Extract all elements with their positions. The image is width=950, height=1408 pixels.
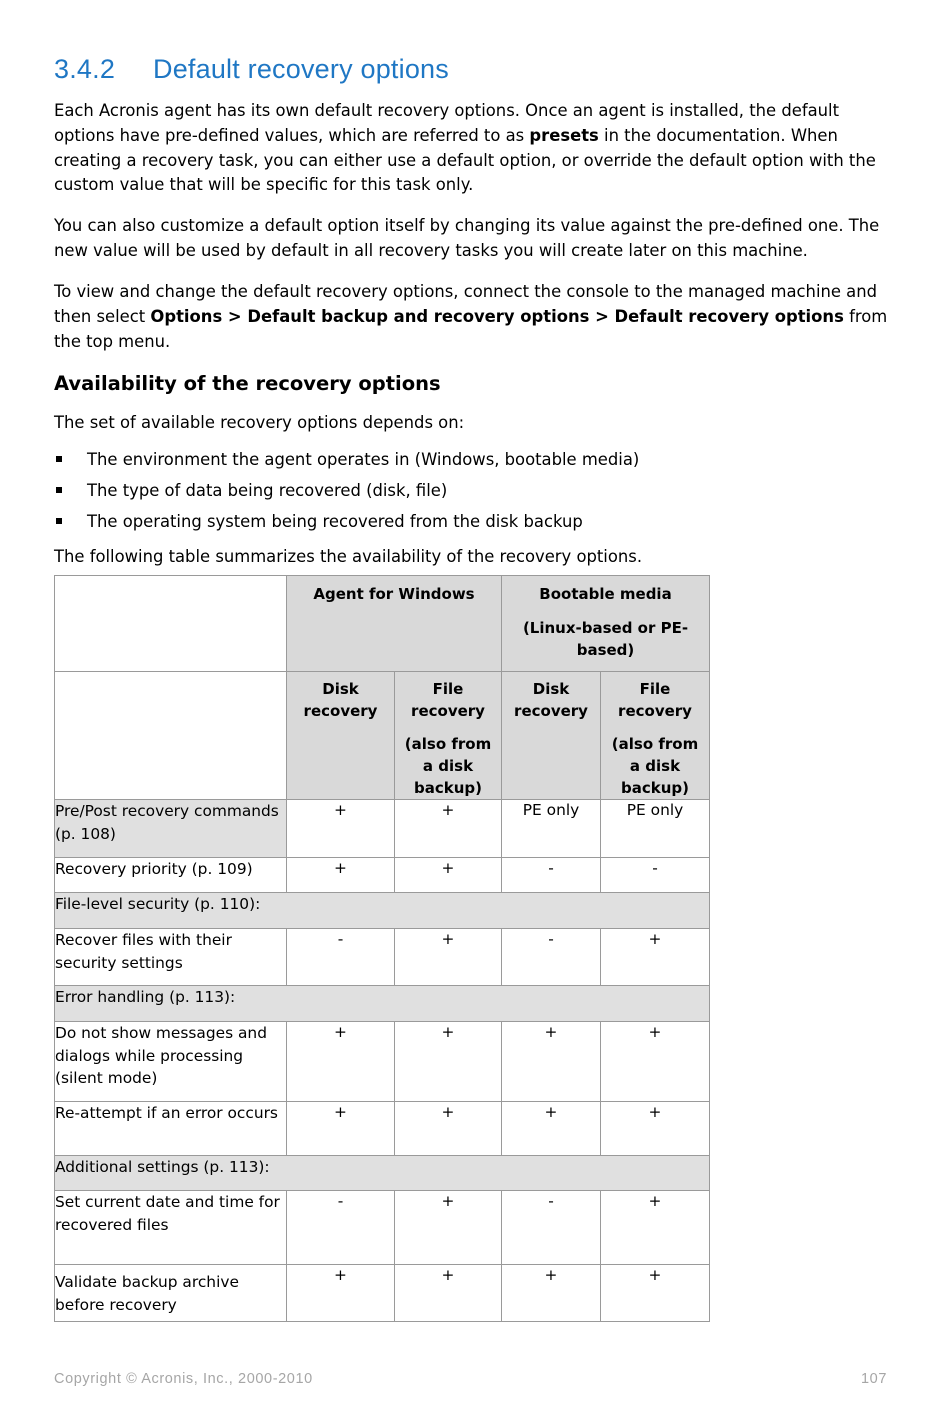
menu-path: Options > Default backup and recovery options > Default recovery options: [150, 306, 844, 326]
cell-value: PE only: [601, 800, 710, 858]
row-label: Pre/Post recovery commands (p. 108): [55, 800, 287, 858]
header-disk-recovery: Disk recovery: [287, 672, 395, 800]
header-bootable-media: Bootable media (Linux-based or PE-based): [502, 576, 710, 672]
cell-value: +: [601, 1102, 710, 1156]
cell-value: +: [601, 929, 710, 986]
cell-value: +: [502, 1265, 601, 1322]
availability-subheading: Availability of the recovery options: [54, 372, 441, 395]
section-heading: [54, 54, 449, 85]
header-blank-cell: [55, 576, 287, 672]
table-row: [55, 800, 710, 858]
cell-value: +: [287, 1265, 395, 1322]
section-label: File-level security (p. 110):: [55, 893, 710, 929]
table-section-row: [55, 986, 710, 1022]
cell-value: +: [601, 1191, 710, 1265]
cell-value: +: [287, 800, 395, 858]
header-file-recovery: File recovery (also from a disk backup): [395, 672, 502, 800]
footer-copyright: Copyright © Acronis, Inc., 2000-2010: [54, 1371, 313, 1387]
footer-page-number: 107: [861, 1371, 887, 1387]
row-label: Set current date and time for recovered files: [55, 1191, 287, 1265]
presets-term: presets: [529, 125, 599, 145]
table-intro: The following table summarizes the availability of the recovery options.: [54, 547, 643, 566]
section-number: 3.4.2: [54, 54, 116, 84]
cell-value: +: [395, 1265, 502, 1322]
cell-value: +: [287, 1102, 395, 1156]
cell-value: -: [502, 1191, 601, 1265]
table-row: [55, 929, 710, 986]
table-row: [55, 1102, 710, 1156]
cell-value: +: [395, 1102, 502, 1156]
cell-value: +: [395, 858, 502, 893]
dependency-list: [54, 448, 639, 541]
cell-value: PE only: [502, 800, 601, 858]
header-file-recovery: File recovery (also from a disk backup): [601, 672, 710, 800]
table-row: [55, 1265, 710, 1322]
table-section-row: [55, 893, 710, 929]
cell-value: +: [287, 858, 395, 893]
subheader-blank-cell: [55, 672, 287, 800]
cell-value: +: [601, 1022, 710, 1102]
availability-intro: The set of available recovery options depends on:: [54, 413, 465, 432]
row-label: Recover files with their security settings: [55, 929, 287, 986]
cell-value: +: [395, 1022, 502, 1102]
table-section-row: [55, 1156, 710, 1191]
bullet-square-icon: [56, 487, 62, 493]
list-item: The environment the agent operates in (Windows, bootable media): [54, 448, 639, 479]
cell-value: -: [287, 1191, 395, 1265]
row-label: Re-attempt if an error occurs: [55, 1102, 287, 1156]
header-disk-recovery: Disk recovery: [502, 672, 601, 800]
cell-value: +: [502, 1022, 601, 1102]
cell-value: +: [601, 1265, 710, 1322]
list-item: The type of data being recovered (disk, file): [54, 479, 639, 510]
table-row: [55, 858, 710, 893]
cell-value: -: [502, 929, 601, 986]
list-item: The operating system being recovered from the disk backup: [54, 510, 639, 541]
paragraph-customize: You can also customize a default option itself by changing its value against the pre-defined one. The new value will be used by default in all recovery tasks you will create later on this machine.: [54, 216, 880, 260]
header-agent-for-windows: Agent for Windows: [287, 576, 502, 672]
cell-value: +: [395, 1191, 502, 1265]
row-label: Validate backup archive before recovery: [55, 1265, 287, 1322]
cell-value: +: [395, 929, 502, 986]
bullet-square-icon: [56, 518, 62, 524]
section-title: Default recovery options: [153, 54, 449, 84]
row-label: Do not show messages and dialogs while processing (silent mode): [55, 1022, 287, 1102]
row-label: Recovery priority (p. 109): [55, 858, 287, 893]
table-row: [55, 1191, 710, 1265]
bullet-square-icon: [56, 456, 62, 462]
cell-value: -: [502, 858, 601, 893]
section-label: Error handling (p. 113):: [55, 986, 710, 1022]
cell-value: -: [601, 858, 710, 893]
cell-value: +: [502, 1102, 601, 1156]
table-header-row: [55, 576, 710, 672]
table-subheader-row: [55, 672, 710, 800]
cell-value: -: [287, 929, 395, 986]
paragraph-menu-path: To view and change the default recovery options, connect the console to the managed machine and then select Options > Default backup and recovery options > Default recovery options from the top menu.: [54, 282, 888, 351]
paragraph-presets: Each Acronis agent has its own default recovery options. Once an agent is installed, the default options have pre-defined values, which are referred to as presets in the documentation. When creating a recovery task, you can either use a default option, or override the default option with the custom value that will be specific for this task only.: [54, 101, 876, 195]
section-label: Additional settings (p. 113):: [55, 1156, 710, 1191]
table-row: [55, 1022, 710, 1102]
cell-value: +: [287, 1022, 395, 1102]
recovery-options-table: [54, 575, 710, 1322]
cell-value: +: [395, 800, 502, 858]
